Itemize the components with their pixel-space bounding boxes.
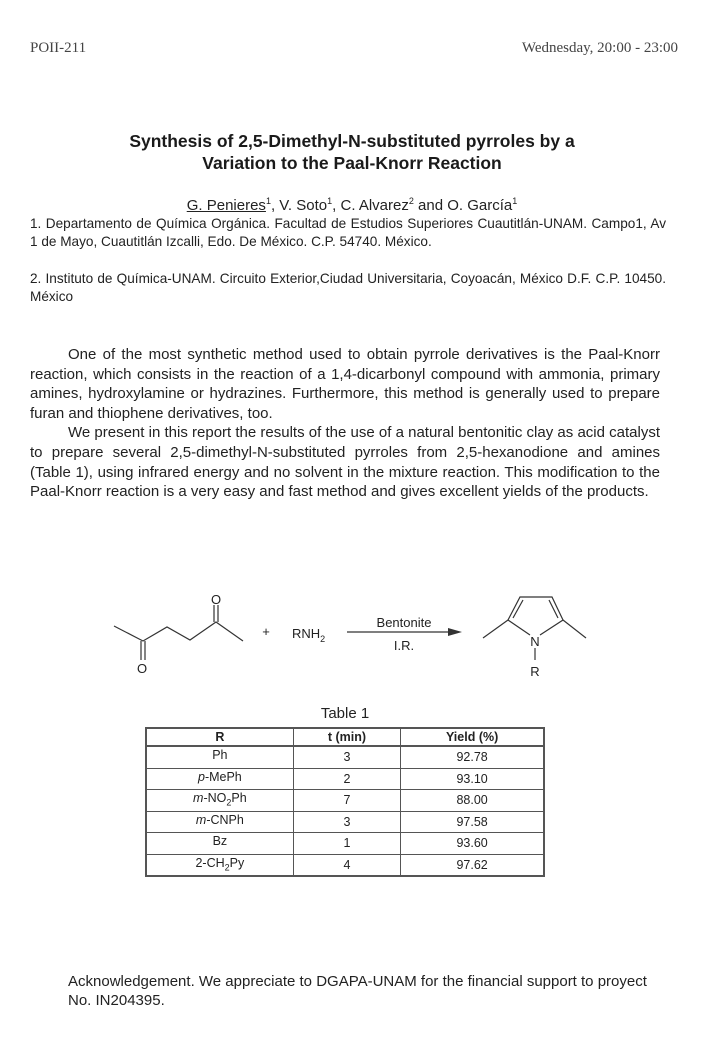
author-list xyxy=(0,196,704,214)
cell-time: 4 xyxy=(293,854,400,876)
column-header-yield: Yield (%) xyxy=(401,728,544,746)
paragraph: One of the most synthetic method used to obtain pyrrole derivatives is the Paal-Knorr reaction, which consists in the reaction of a 1,4-dicarbonyl compound with ammonia, primary amines, hydroxylamine or hydrazines. Furthermore, this method is generally used to prepare furan and thiophene derivatives, too. xyxy=(30,346,660,422)
cell-time: 3 xyxy=(293,811,400,833)
table-row xyxy=(146,833,544,855)
cell-yield: 97.58 xyxy=(401,811,544,833)
paragraph: We present in this report the results of the use of a natural bentonitic clay as acid catalyst to prepare several 2,5-dimethyl-N-substituted pyrroles from 2,5-hexanodione and amines (Table 1), using infrared energy and no solvent in the mixture reaction. This modification to the Paal-Knorr reaction is a very easy and fast method and gives excellent yields of the products. xyxy=(30,424,660,501)
table-row xyxy=(146,811,544,833)
table-row xyxy=(146,768,544,790)
author-separator: and xyxy=(413,197,448,214)
oxygen-label: O xyxy=(210,592,222,607)
column-header-r: R xyxy=(146,728,293,746)
condition-label: I.R. xyxy=(393,638,415,653)
substituent-label: R xyxy=(530,664,540,679)
amine-label: $RNH_2$ xyxy=(292,626,326,644)
cell-time: 7 xyxy=(293,790,400,812)
cell-r: p-MePh xyxy=(146,768,293,790)
abstract-body xyxy=(30,345,660,502)
oxygen-label: O xyxy=(136,661,148,676)
pyrrole-structure xyxy=(483,597,586,660)
cell-r: Bz xyxy=(146,833,293,855)
author-name: G. Penieres xyxy=(186,197,266,214)
reaction-scheme xyxy=(0,580,704,690)
cell-yield: 93.10 xyxy=(401,768,544,790)
cell-r: $2-CH_2Py$ xyxy=(146,854,293,876)
author-separator: , xyxy=(270,197,280,214)
author-name: O. García xyxy=(447,197,513,214)
cell-yield: 92.78 xyxy=(401,746,544,768)
cell-yield: 97.62 xyxy=(401,854,544,876)
affiliation-1: 1. Departamento de Química Orgánica. Facultad de Estudios Superiores Cuautitlán-UNAM. Campo1, Av 1 de Mayo, Cuautitlán Izcalli, Edo. De México. C.P. 54740. México. xyxy=(30,216,666,249)
author-name: C. Alvarez xyxy=(340,197,409,214)
cell-time: 1 xyxy=(293,833,400,855)
table-row xyxy=(146,790,544,812)
author-affiliation-mark: 1 xyxy=(512,196,518,206)
cell-r: m-CNPh xyxy=(146,811,293,833)
author-separator: , xyxy=(332,197,341,214)
catalyst-label: Bentonite xyxy=(376,615,432,630)
cell-yield: 93.60 xyxy=(401,833,544,855)
title-line-2: Variation to the Paal-Knorr Reaction xyxy=(202,153,502,173)
cell-time: 3 xyxy=(293,746,400,768)
cell-yield: 88.00 xyxy=(401,790,544,812)
column-header-time: t (min) xyxy=(293,728,400,746)
header-code: POII-211 xyxy=(30,40,87,56)
cell-r: Ph xyxy=(146,746,293,768)
header-session-time: Wednesday, 20:00 - 23:00 xyxy=(521,40,678,56)
title-line-1: Synthesis of 2,5-Dimethyl-N-substituted pyrroles by a xyxy=(129,131,575,151)
affiliation-2: 2. Instituto de Química-UNAM. Circuito Exterior,Ciudad Universitaria, Coyoacán, México D.F. C.P. 10450. México xyxy=(30,271,666,304)
arrowhead-icon xyxy=(448,628,462,636)
author-affiliation-mark: 1 xyxy=(265,196,271,206)
table-row xyxy=(146,854,544,876)
author-affiliation-mark: 2 xyxy=(408,196,414,206)
results-table xyxy=(145,727,545,877)
author-name: V. Soto xyxy=(279,197,328,214)
table-caption: Table 1 xyxy=(320,705,370,722)
nitrogen-label: N xyxy=(530,634,540,649)
plus-sign: + xyxy=(262,624,270,639)
author-affiliation-mark: 1 xyxy=(327,196,333,206)
paper-title xyxy=(40,130,664,174)
cell-r: $m-NO_2Ph$ xyxy=(146,790,293,812)
table-row xyxy=(146,746,544,768)
hexanedione-structure xyxy=(114,605,243,660)
cell-time: 2 xyxy=(293,768,400,790)
acknowledgement: Acknowledgement. We appreciate to DGAPA-UNAM for the financial support to proyect No. IN204395. xyxy=(68,973,647,1009)
